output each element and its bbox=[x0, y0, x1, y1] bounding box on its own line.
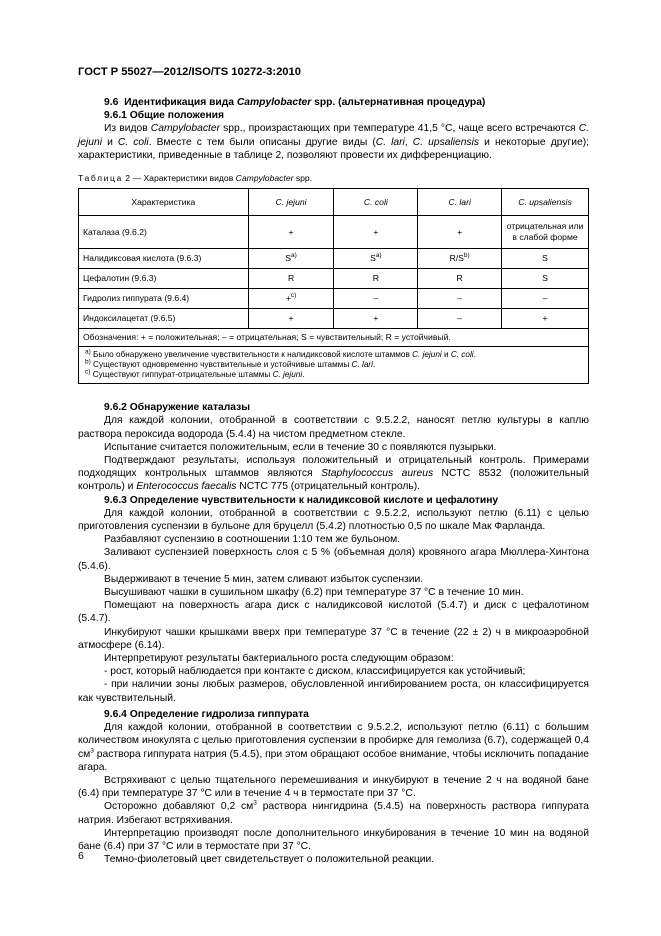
table-cell: S bbox=[502, 249, 589, 269]
paragraph: Заливают суспензией поверхность слоя с 5 % (объемная доля) кровяного агара Мюллера-Хинтона (5.4.6). bbox=[78, 547, 589, 572]
list-item: - при наличии зоны любых размеров, обусловленной ингибированием роста, он классифицируется как чувствительный. bbox=[78, 679, 589, 704]
table-row bbox=[79, 249, 589, 269]
table-cell: $R/S^{b)}$ bbox=[418, 249, 502, 269]
table-cell: + bbox=[418, 216, 502, 249]
paragraph: Темно-фиолетовый цвет свидетельствует о положительной реакции. bbox=[104, 854, 435, 866]
row-label: Гидролиз гиппурата (9.6.4) bbox=[79, 289, 249, 309]
table-legend: Обозначения: + = положительная; – = отрицательная; S = чувствительный; R = устойчивый. bbox=[79, 329, 589, 347]
paragraph: Интерпретацию производят после дополнительного инкубирования в течение 10 мин на водяной бане (6.4) при 37 °С или в термостате при 37 °С. bbox=[78, 827, 589, 852]
table-cell: R bbox=[418, 269, 502, 289]
table-header-row bbox=[79, 189, 589, 216]
table-cell: – bbox=[418, 309, 502, 329]
table-cell: +$^{c)}$ bbox=[248, 289, 334, 309]
footnote-c: $^{c)}$ Существуют гиппурат-отрицательные штаммы C. jejuni. bbox=[85, 368, 305, 380]
table-legend-row bbox=[79, 329, 589, 347]
paragraph: Из видов Campylobacter spp., произрастающих при температуре 41,5 °С, чаще всего встречаются C. jejuni и C. coli. Вместе с тем были описаны другие виды (C. lari, C. upsaliensis и некоторые другие); характеристики, приведенные в таблице 2, позволяют провести их дифференциацию. bbox=[78, 123, 590, 161]
section-9-6-2-heading: 9.6.2 Обнаружение каталазы bbox=[104, 402, 251, 414]
table-cell: – bbox=[502, 289, 589, 309]
paragraph: Помещают на поверхность агара диск с налидиксовой кислотой (5.4.7) и диск с цефалотином (5.4.7). bbox=[78, 600, 589, 625]
paragraph: Для каждой колонии, отобранной в соответствии с 9.5.2.2, используют петлю (6.11) с большим количеством инокулята с целью приготовления суспензии в пробирке для гемолиза (6.7), содержащей 0,4 $см^3$ раствора гиппурата натрия (5.4.5), при этом обращают особое внимание, чтобы исключить попадание агара. bbox=[78, 722, 589, 773]
paragraph: Высушивают чашки в сушильном шкафу (6.2) при температуре 37 °С в течение 10 мин. bbox=[104, 587, 524, 599]
section-9-6-heading: 9.6 Идентификация вида Campylobacter spp. (альтернативная процедура) bbox=[104, 97, 486, 108]
table-cell: – bbox=[418, 289, 502, 309]
column-header: C. coli bbox=[334, 189, 418, 216]
row-label: Цефалотин (9.6.3) bbox=[79, 269, 249, 289]
table-cell: R bbox=[334, 269, 418, 289]
characteristics-table bbox=[78, 188, 589, 384]
table-row bbox=[79, 289, 589, 309]
column-header: C. jejuni bbox=[248, 189, 334, 216]
paragraph: Интерпретируют результаты бактериального роста следующим образом: bbox=[104, 653, 454, 665]
table-cell: отрицательная или в слабой форме bbox=[502, 216, 589, 249]
table-footnotes bbox=[79, 347, 589, 384]
section-9-6-3-heading: 9.6.3 Определение чувствительности к налидиксовой кислоте и цефалотину bbox=[104, 494, 499, 506]
table-cell: + bbox=[334, 309, 418, 329]
paragraph: Для каждой колонии, отобранной в соответствии с 9.5.2.2, наносят петлю культуры в каплю раствора пероксида водорода (5.4.4) на чистом предметном стекле. bbox=[78, 415, 589, 440]
table-row bbox=[79, 309, 589, 329]
column-header: C. lari bbox=[418, 189, 502, 216]
table-cell: $S^{a)}$ bbox=[248, 249, 334, 269]
paragraph: Разбавляют суспензию в соотношении 1:10 тем же бульоном. bbox=[104, 534, 401, 546]
page-number: 6 bbox=[78, 850, 84, 862]
table-cell: S bbox=[502, 269, 589, 289]
row-label: Налидиксовая кислота (9.6.3) bbox=[79, 249, 249, 269]
list-item: - рост, который наблюдается при контакте с диском, классифицируется как устойчивый; bbox=[104, 666, 526, 678]
footnote-b: $^{b)}$ Существуют одновременно чувствительные и устойчивые штаммы C. lari. bbox=[85, 358, 376, 370]
row-label: Индоксилацетат (9.6.5) bbox=[79, 309, 249, 329]
paragraph: Подтверждают результаты, используя положительный и отрицательный контроль. Примерами подходящих контрольных штаммов являются Staphylococcus aureus NCTC 8532 (положительный контроль) и Enterococcus faecalis NCTC 775 (отрицательный контроль). bbox=[78, 455, 589, 493]
section-9-6-1-heading: 9.6.1 Общие положения bbox=[104, 110, 224, 122]
paragraph: Встряхивают с целью тщательного перемешивания и инкубируют в течение 2 ч на водяной бане (6.4) при температуре 37 °С или в течение 4 ч в термостате при 37 °С. bbox=[78, 774, 589, 800]
table-cell: + bbox=[248, 216, 334, 249]
page-content bbox=[78, 94, 589, 866]
column-header: C. upsaliensis bbox=[502, 189, 589, 216]
table-caption: Таблица 2 — Характеристики видов Campylobacter spp. bbox=[78, 173, 313, 184]
paragraph: Для каждой колонии, отобранной в соответствии с 9.5.2.2, используют петлю (6.11) с целью приготовления суспензии в бульоне для бруцелл (5.4.2) плотностью 0,5 по шкале Мак Фарланда. bbox=[78, 507, 589, 533]
table-footnotes-row bbox=[79, 347, 589, 384]
document-header: ГОСТ Р 55027—2012/ISO/TS 10272-3:2010 bbox=[78, 66, 301, 78]
section-9-6-4-heading: 9.6.4 Определение гидролиза гиппурата bbox=[104, 708, 309, 720]
table-row bbox=[79, 269, 589, 289]
paragraph: Выдерживают в течение 5 мин, затем сливают избыток суспензии. bbox=[104, 573, 424, 585]
paragraph: Инкубируют чашки крышками вверх при температуре 37 °С в течение (22 ± 2) ч в микроаэробной атмосфере (6.14). bbox=[78, 626, 589, 651]
column-header: Характеристика bbox=[79, 189, 249, 216]
table-cell: R bbox=[248, 269, 334, 289]
paragraph: Осторожно добавляют 0,2 $см^3$ раствора нингидрина (5.4.5) на поверхность раствора гиппурата натрия. Избегают встряхивания. bbox=[78, 799, 590, 826]
table-cell: $S^{a)}$ bbox=[334, 249, 418, 269]
table-cell: – bbox=[334, 289, 418, 309]
table-row bbox=[79, 216, 589, 249]
footnote-a: $^{a)}$ Было обнаружено увеличение чувствительности к налидиксовой кислоте штаммов C. jejuni и C. coli. bbox=[85, 348, 476, 360]
paragraph: Испытание считается положительным, если в течение 30 с появляются пузырьки. bbox=[104, 441, 497, 453]
row-label: Каталаза (9.6.2) bbox=[79, 216, 249, 249]
table-cell: + bbox=[248, 309, 334, 329]
table-cell: + bbox=[502, 309, 589, 329]
table-cell: + bbox=[334, 216, 418, 249]
